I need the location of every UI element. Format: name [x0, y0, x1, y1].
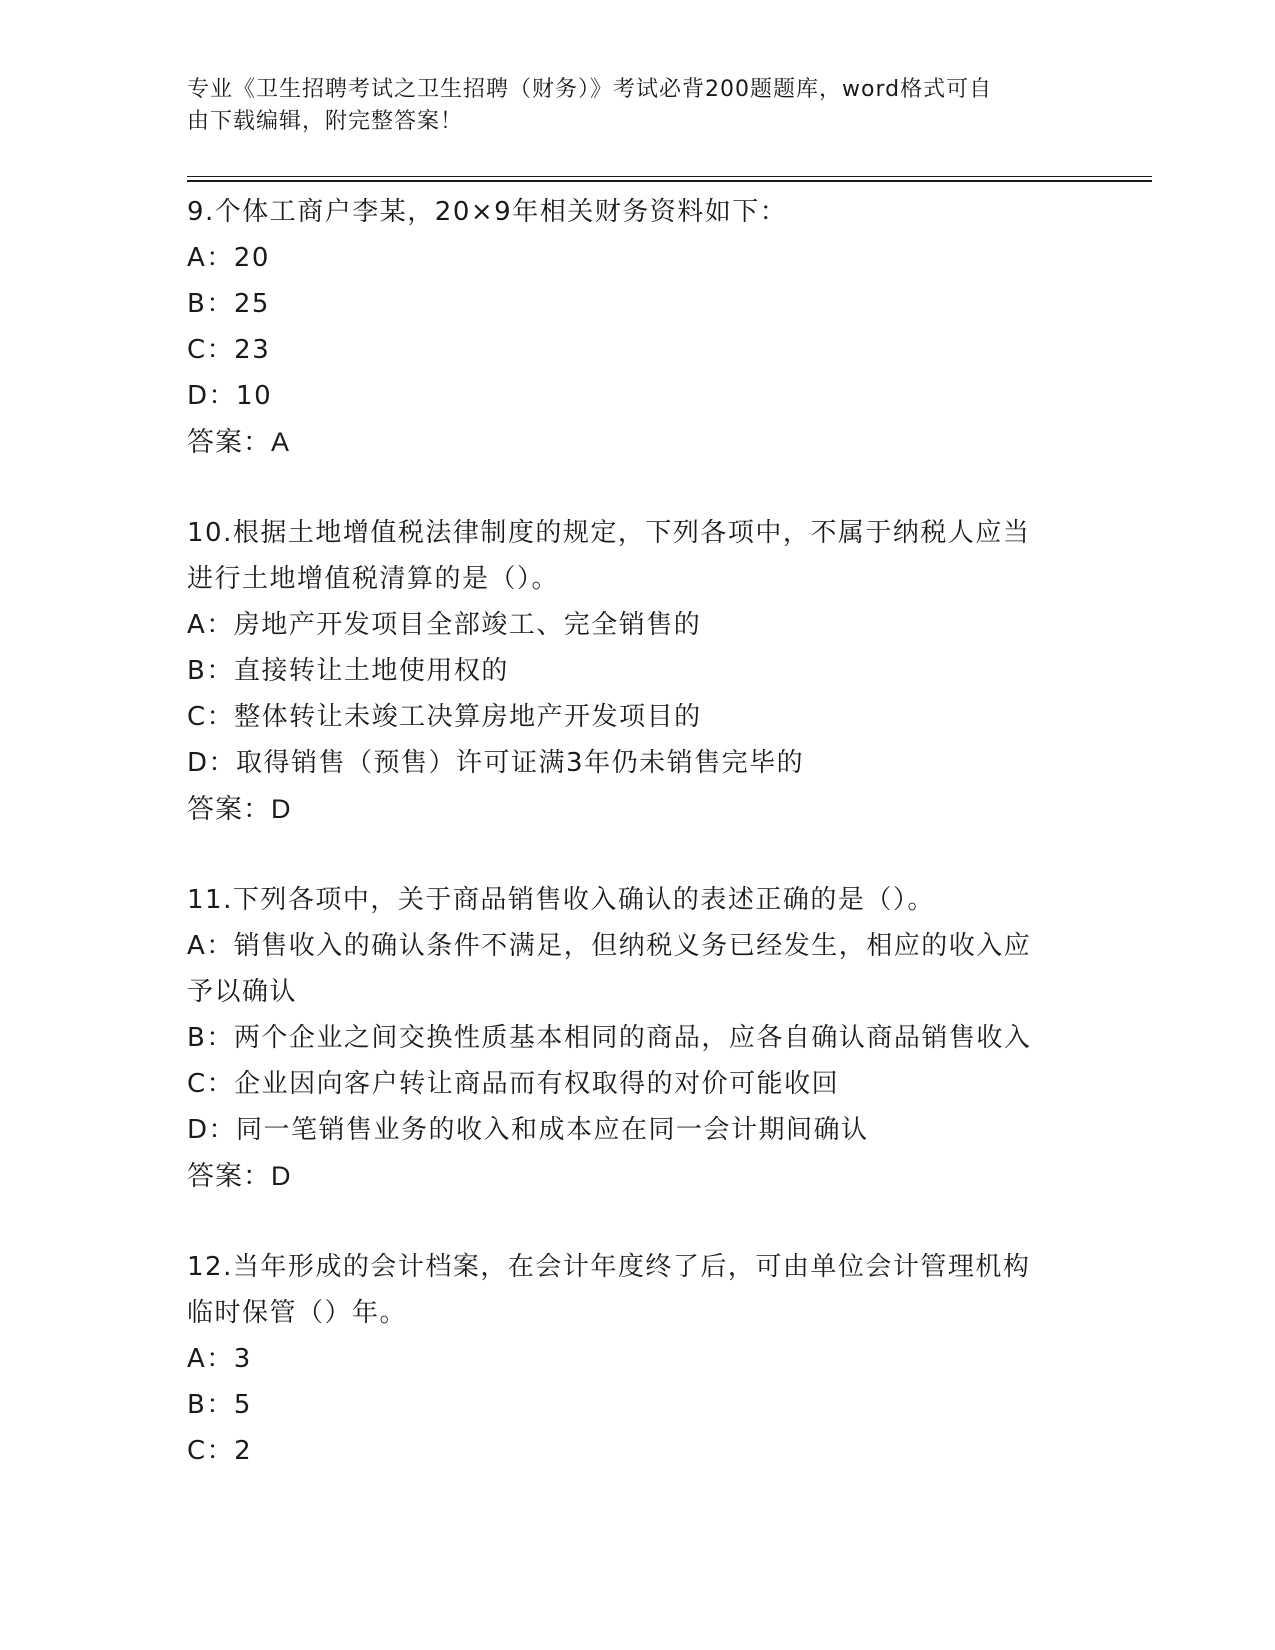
- option-a: A：销售收入的确认条件不满足，但纳税义务已经发生，相应的收入应: [187, 931, 1032, 961]
- question-stem: 10.根据土地增值税法律制度的规定，下列各项中，不属于纳税人应当: [187, 518, 1031, 548]
- option-b: B：5: [187, 1390, 252, 1420]
- question-12: [187, 1244, 1087, 1474]
- question-11: [187, 877, 1087, 1199]
- option-b: B：25: [187, 289, 270, 319]
- option-d: D：10: [187, 381, 273, 411]
- answer: 答案：D: [187, 1161, 292, 1191]
- option-a: A：20: [187, 243, 270, 273]
- question-list: [187, 189, 1087, 1474]
- header-divider-thick: [187, 180, 1152, 182]
- question-stem-continued: 进行土地增值税清算的是（）。: [187, 564, 560, 594]
- option-b: B：直接转让土地使用权的: [187, 656, 509, 686]
- header-line-2: 由下载编辑，附完整答案！: [187, 109, 464, 134]
- question-stem: 9.个体工商户李某，20×9年相关财务资料如下：: [187, 197, 788, 227]
- option-d: D：同一笔销售业务的收入和成本应在同一会计期间确认: [187, 1115, 869, 1145]
- header-line-1: 专业《卫生招聘考试之卫生招聘（财务）》考试必背200题题库，word格式可自: [187, 77, 993, 102]
- answer: 答案：D: [187, 794, 292, 824]
- option-a: A：房地产开发项目全部竣工、完全销售的: [187, 610, 702, 640]
- option-c: C：整体转让未竣工决算房地产开发项目的: [187, 702, 702, 732]
- question-10: [187, 510, 1087, 832]
- option-d: D：取得销售（预售）许可证满3年仍未销售完毕的: [187, 748, 805, 778]
- question-9: [187, 189, 1087, 465]
- question-stem-continued: 临时保管（）年。: [187, 1298, 408, 1328]
- answer: 答案：A: [187, 427, 291, 457]
- question-spacer: [187, 832, 1087, 877]
- document-header: [187, 74, 1067, 138]
- option-a: A：3: [187, 1344, 252, 1374]
- question-spacer: [187, 465, 1087, 510]
- option-c: C：2: [187, 1436, 253, 1466]
- option-c: C：23: [187, 335, 271, 365]
- question-spacer: [187, 1199, 1087, 1244]
- question-stem: 11.下列各项中，关于商品销售收入确认的表述正确的是（）。: [187, 885, 935, 915]
- option-b: B：两个企业之间交换性质基本相同的商品，应各自确认商品销售收入: [187, 1023, 1032, 1053]
- question-stem: 12.当年形成的会计档案，在会计年度终了后，可由单位会计管理机构: [187, 1252, 1031, 1282]
- header-divider-thin: [187, 176, 1152, 177]
- option-c: C：企业因向客户转让商品而有权取得的对价可能收回: [187, 1069, 840, 1099]
- option-a-continued: 予以确认: [187, 977, 298, 1007]
